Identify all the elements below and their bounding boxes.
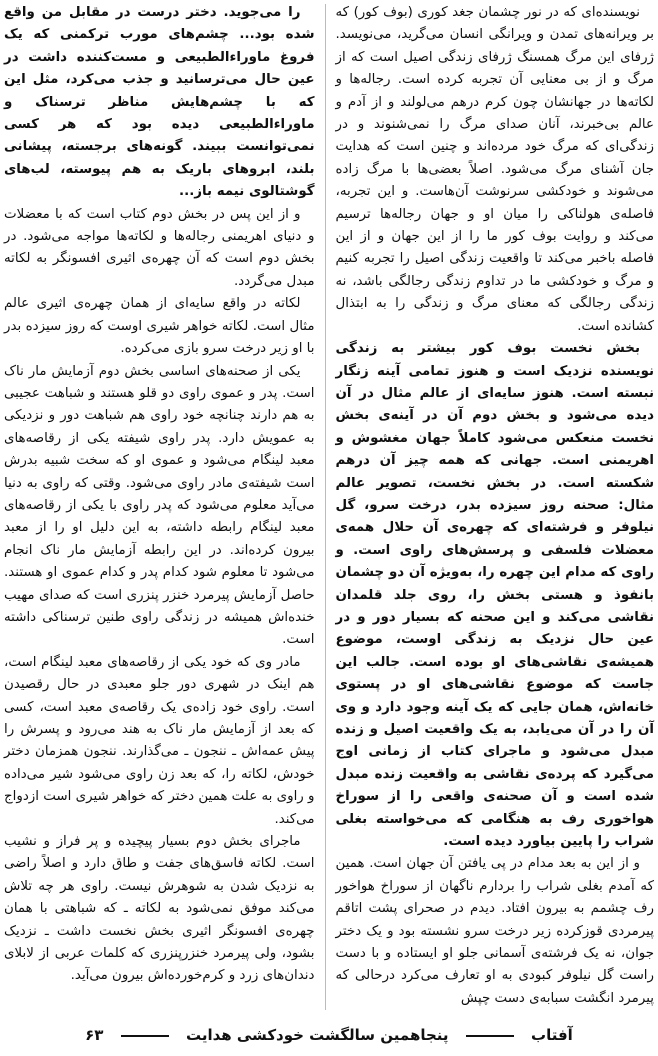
paragraph: و از این پس در بخش دوم کتاب است که با معضلات و دنیای اهریمنی رجاله‌ها و لکاته‌ها مواجه می‌شود. در بخش دوم است که آن چهره‌ی اثیری افسونگر به لکاته مبدل می‌گردد. <box>4 206 315 289</box>
paragraph: ماجرای بخش دوم بسیار پیچیده و پر فراز و نشیب است. لکاته فاسق‌های جفت و طاق دارد و اصلاً راضی به نزدیک شدن به شوهرش نیست. راوی هر چه تلاش می‌کند موفق نمی‌شود به لکاته ـ که شباهتی با همان چهره‌ی افسونگر اثیری بخش نخست داشت ـ نزدیک بشود، ولی پیرمرد خنزرپنزری که کلمات عربی از لابلای دندان‌های زرد و کرم‌خورده‌اش بیرون می‌آید. <box>4 834 315 984</box>
paragraph: را می‌جوید. دختر درست در مقابل من واقع شده بود... چشم‌های مورب ترکمنی که یک فروغ ماوراءالطبیعی و مست‌کننده داشت در عین حال می‌ترسانید و جذب می‌کرد، مثل این که با چشم‌هایش مناظر ترسناک و ماوراءالطبیعی دیده بود که هر کسی نمی‌توانست ببیند. گونه‌های برجسته، پیشانی بلند، ابروهای باریک به هم پیوسته، لب‌های گوشتالوی نیمه باز... <box>4 5 315 200</box>
page-number: ۶۳ <box>85 1026 104 1045</box>
footer-rule <box>121 1035 169 1037</box>
paragraph: لکاته در واقع سایه‌ای از همان چهره‌ی اثیری عالم مثال است. لکاته خواهر شیری اوست که روز سیزده بدر با او زیر درخت سرو بازی می‌کرده. <box>4 296 315 357</box>
right-column <box>333 2 655 1010</box>
paragraph: نویسنده‌ای که در نور چشمان جغد کوری (بوف کور) که بر ویرانه‌های تمدن و ویرانگی انسان می‌گرید، می‌نویسد. ژرفای این مرگ همسنگ ژرفای زندگی اصیل است که از مرگ و از بی معنایی آن تجربه کرده است. رجاله‌ها و لکاته‌ها در جهانشان چون کرم درهم می‌لولند و از آدم و عالم بی‌خبرند، آنان صدای مرگ را نمی‌شنوند و در زندگی‌ای که مرگ خود مرده‌اند و چنین است که هدایت جان آشنای مرگ می‌شود. اصلاً بعضی‌ها با مرگ زاده می‌شوند و خودکشی سرنوشت آن‌هاست. و این تجربه، فاصله‌ی هولناکی را میان او و جهان رجاله‌ها ترسیم می‌کند و روایت بوف کور ما را از این جهان و از این فاصله باخبر می‌کند تا واقعیت زندگی اصیل را تجربه کنیم و مرگ و خودکشی ما در تداوم زندگی رجالگی باشد، نه زندگی رجالگی که معنای مرگ و زندگی را به ابتذال کشانده است. <box>335 5 654 334</box>
column-divider <box>325 4 326 1010</box>
paragraph: یکی از صحنه‌های اساسی بخش دوم آزمایش مار ناک است. پدر و عموی راوی دو قلو هستند و شباهت عجیبی به هم دارند چنانچه خود راوی هم شباهت دور و نزدیکی به عمویش دارد. پدر راوی شیفته یکی از رقاصه‌های معبد لینگام می‌شود و عموی او که سخت شبیه بدرش است شیفته‌ی مادر راوی می‌شود. وقتی که راوی به دنیا می‌آید معلوم می‌شود که پدر راوی با یکی از رقاصه‌های معبد لینگام رابطه داشته، به این دلیل او را از معبد بیرون کرده‌اند. در این رابطه آزمایش مار ناک انجام می‌شود تا معلوم شود کدام پدر و کدام عموی او هستند. حاصل آزمایش پیرمرد خنزر پنزری است که صدای مهیب خنده‌اش همیشه در زندگی راوی طنین ترسناکی داشته است. <box>4 363 315 648</box>
paragraph: و از این به بعد مدام در پی یافتن آن جهان است. همین که آمدم بغلی شراب را بردارم ناگهان از سوراخ هواخور رف چشمم به بیرون افتاد. دیدم در صحرای پشت اتاقم پیرمردی قوزکرده زیر درخت سرو نشسته بود و یک دختر جوان، نه یک فرشته‌ی آسمانی جلو او ایستاده و با دست راست گل نیلوفر کبودی به او تعارف می‌کرد درحالی که پیرمرد انگشت سبابه‌ی دست چپش <box>335 856 654 1006</box>
paragraph: مادر وی که خود یکی از رقاصه‌های معبد لینگام است، هم اینک در شهری دور جلو معبدی در حال رقصیدن است. راوی خود زاده‌ی یک رقاصه‌ی معبد است، کسی که بعد از آزمایش مار ناک به هند می‌رود و پسرش را پیش عمه‌اش ـ ننجون ـ می‌گذارند. ننجون همزمان دختر خودش، لکاته را، که بعد زن راوی می‌شود شیر می‌داده و راوی به علت همین دختر که خواهر شیری است ازدواج می‌کند. <box>4 654 315 827</box>
magazine-name: آفتاب <box>531 1026 573 1045</box>
page-footer <box>0 1024 658 1056</box>
paragraph: بخش نخست بوف کور بیشتر به زندگی نویسنده نزدیک است و هنوز تمامی آینه زنگار نبسته است. هنوز سایه‌ای از عالم مثال در آن دیده می‌شود و بخش دوم آن در آینه‌ی بخش نخست منعکس می‌شود کاملاً جهان مغشوش و اهریمنی است. جهانی که همه چیز آن درهم شکسته است. در بخش نخست، تصویر عالم مثال: صحنه روز سیزده بدر، درخت سرو، گل نیلوفر و فرشته‌ای که چهره‌ی آن حلال همه‌ی معضلات فلسفی و پرسش‌های راوی است. و راوی که مدام این چهره را، به‌ویژه آن دو چشمان بانفوذ و هستی بخش را، روی جلد قلمدان نقاشی می‌کند و این صحنه که بسیار دور و در عین حال نزدیک به زندگی اوست، موضوع همیشه‌ی نقاشی‌های او بوده است. جالب این جاست که موضوع نقاشی‌های او در پستوی خانه‌اش، همان جایی که یک آینه وجود دارد و وی آن را در آن می‌یابد، به یک واقعیت اصیل و زنده مبدل می‌شود و ماجرای کتاب از زمانی اوج می‌گیرد که پرده‌ی نقاشی به واقعیت زنده مبدل شده است و آن صحنه‌ی واقعی را از سوراخ هواخوری رف به هنگامی که می‌خواسته بغلی شراب را پایین بیاورد دیده است. <box>335 341 654 850</box>
left-column <box>4 2 318 1010</box>
running-title: پنجاهمین سالگشت خودکشی هدایت <box>185 1026 449 1045</box>
footer-rule <box>466 1035 514 1037</box>
